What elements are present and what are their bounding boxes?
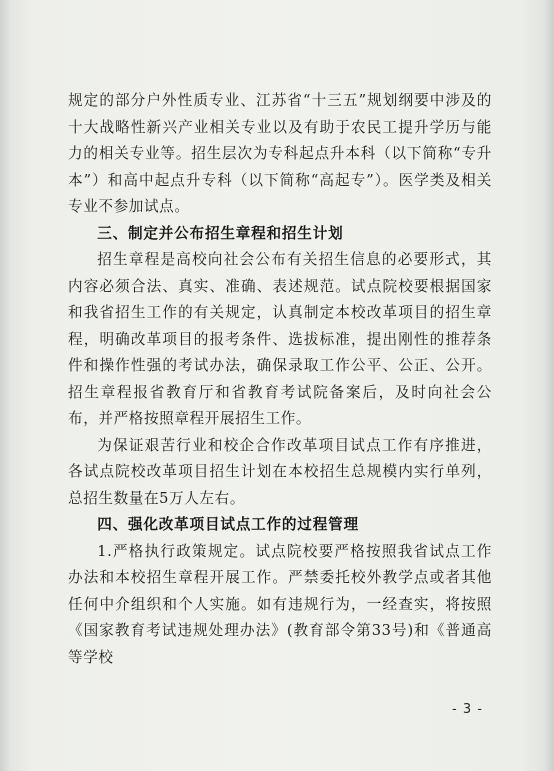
section-heading-four: 四、强化改革项目试点工作的过程管理 bbox=[97, 516, 359, 533]
paragraph-continuation: 规定的部分户外性质专业、江苏省“十三五”规划纲要中涉及的十大战略性新兴产业相关专业以及有助于农民工提升学历与能力的相关专业等。招生层次为专科起点升本科（以下简称“专升本”）和高中起点升专科（以下简称“高起专”）。医学类及相关专业不参加试点。 bbox=[68, 92, 492, 215]
document-body bbox=[68, 88, 492, 671]
section-heading-three: 三、制定并公布招生章程和招生计划 bbox=[97, 224, 344, 242]
page-number: - 3 - bbox=[452, 702, 483, 717]
paragraph-enrollment-plan: 为保证艰苦行业和校企合作改革项目试点工作有序推进，各试点院校改革项目招生计划在本校招生总规模内实行单列，总招生数量在5万人左右。 bbox=[68, 436, 492, 507]
paragraph-admission-charter: 招生章程是高校向社会公布有关招生信息的必要形式，其内容必须合法、真实、准确、表述规范。试点院校要根据国家和我省招生工作的有关规定，认真制定本校改革项目的招生章程，明确改革项目的报考条件、选拔标准，提出刚性的推荐条件和操作性强的考试办法，确保录取工作公平、公正、公开。招生章程报省教育厅和省教育考试院备案后，及时向社会公布，并严格按照章程开展招生工作。 bbox=[68, 251, 492, 427]
right-page-shadow bbox=[544, 0, 554, 771]
paragraph-policy-execution: 1.严格执行政策规定。试点院校要严格按照我省试点工作办法和本校招生章程开展工作。严禁委托校外教学点或者其他任何中介组织和个人实施。如有违规行为，一经查实，将按照《国家教育考试违规处理办法》(教育部令第33号)和《普通高等学校 bbox=[68, 542, 492, 666]
left-page-shadow bbox=[0, 0, 10, 771]
